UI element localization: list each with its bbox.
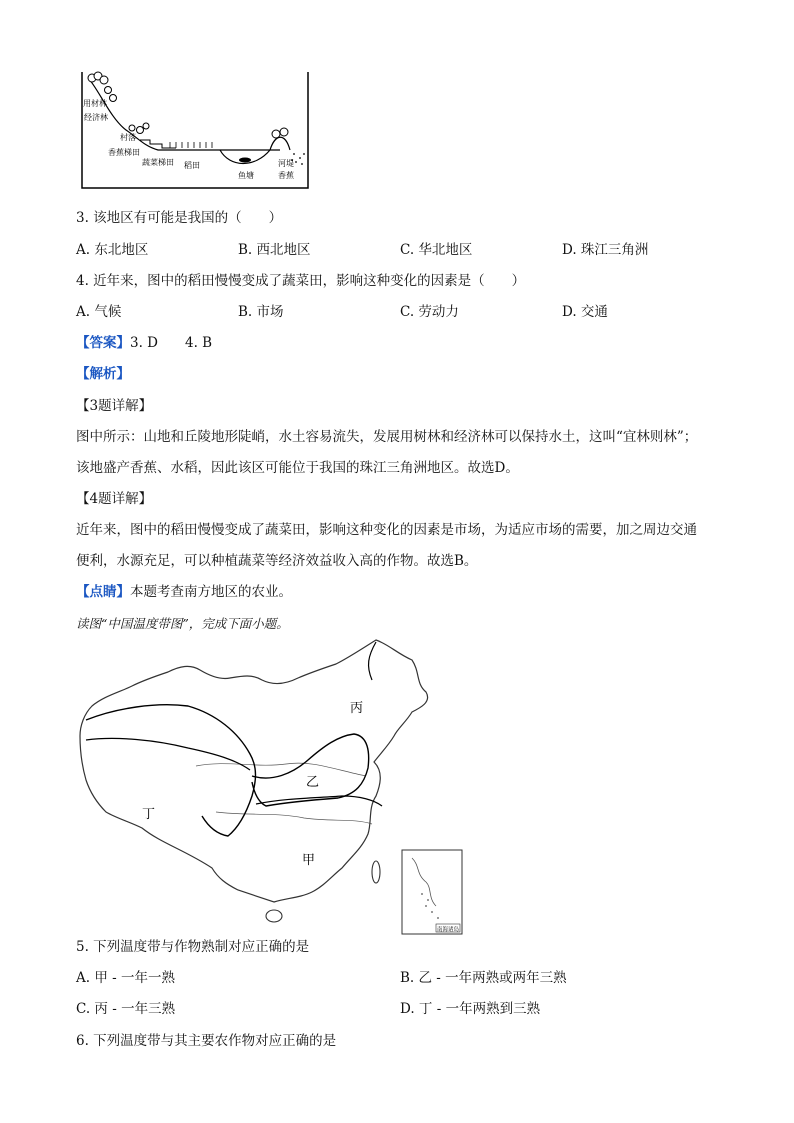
comment-text: 本题考查南方地区的农业。 bbox=[130, 584, 292, 600]
q4-option-d[interactable]: D. 交通 bbox=[562, 304, 608, 320]
zone-label-ding: 丁 bbox=[142, 807, 156, 822]
label-river-dike: 河堤 bbox=[278, 159, 294, 168]
south-china-sea-inset bbox=[402, 850, 462, 934]
answer-text: 3. D 4. B bbox=[130, 335, 213, 351]
q6-stem: 6. 下列温度带与其主要农作物对应正确的是 bbox=[76, 1033, 337, 1049]
detail3-line2: 该地盛产香蕉、水稻，因此该区可能位于我国的珠江三角洲地区。故选D。 bbox=[76, 460, 519, 476]
label-banana: 香蕉 bbox=[278, 171, 294, 180]
q3-option-c[interactable]: C. 华北地区 bbox=[400, 242, 473, 258]
detail4-line2: 便利，水源充足，可以种植蔬菜等经济效益收入高的作物。故选B。 bbox=[76, 553, 478, 569]
label-fish-pond: 鱼塘 bbox=[238, 171, 254, 180]
q5-stem: 5. 下列温度带与作物熟制对应正确的是 bbox=[76, 939, 310, 955]
q4-option-c[interactable]: C. 劳动力 bbox=[400, 304, 459, 320]
zone-label-yi: 乙 bbox=[306, 775, 320, 790]
q4-stem: 4. 近年来，图中的稻田慢慢变成了蔬菜田，影响这种变化的因素是（ ） bbox=[76, 273, 526, 289]
answer-label: 【答案】 bbox=[76, 335, 130, 351]
q3-option-a[interactable]: A. 东北地区 bbox=[76, 242, 149, 258]
label-vegetable-terrace: 蔬菜梯田 bbox=[142, 158, 174, 167]
zone-label-bing: 丙 bbox=[350, 701, 364, 716]
comment-line bbox=[76, 583, 292, 601]
q5-option-b[interactable]: B. 乙 - 一年两熟或两年三熟 bbox=[400, 970, 567, 986]
analysis-line bbox=[76, 365, 130, 383]
inset-label: 南海诸岛 bbox=[437, 927, 460, 933]
q4-option-b[interactable]: B. 市场 bbox=[238, 304, 284, 320]
zone-label-jia: 甲 bbox=[302, 853, 316, 868]
label-village: 村落 bbox=[120, 133, 136, 142]
analysis-label: 【解析】 bbox=[76, 366, 130, 382]
china-map-svg bbox=[76, 636, 466, 936]
answer-line bbox=[76, 334, 212, 352]
detail4-label: 【4题详解】 bbox=[76, 491, 153, 507]
q3-option-d[interactable]: D. 珠江三角洲 bbox=[562, 242, 649, 258]
q3-stem: 3. 该地区有可能是我国的（ ） bbox=[76, 210, 283, 226]
q4-option-a[interactable]: A. 气候 bbox=[76, 304, 122, 320]
q3-option-b[interactable]: B. 西北地区 bbox=[238, 242, 311, 258]
detail3-label: 【3题详解】 bbox=[76, 398, 153, 414]
label-rice-field: 稻田 bbox=[184, 161, 200, 170]
label-timber-forest: 用材林 bbox=[83, 99, 107, 108]
detail3-line1: 图中所示：山地和丘陵地形陡峭，水土容易流失，发展用树林和经济林可以保持水土，这叫“宜林则林”； bbox=[76, 429, 698, 445]
comment-label: 【点睛】 bbox=[76, 584, 130, 600]
q5-option-a[interactable]: A. 甲 - 一年一熟 bbox=[76, 970, 175, 986]
landuse-figure bbox=[80, 68, 310, 190]
china-temperature-map bbox=[76, 636, 466, 936]
landuse-diagram bbox=[80, 68, 310, 190]
detail4-line1: 近年来，图中的稻田慢慢变成了蔬菜田，影响这种变化的因素是市场，为适应市场的需要，加之周边交通 bbox=[76, 522, 697, 538]
q5-option-d[interactable]: D. 丁 - 一年两熟到三熟 bbox=[400, 1001, 541, 1017]
label-economic-forest: 经济林 bbox=[84, 113, 108, 122]
q5-option-c[interactable]: C. 丙 - 一年三熟 bbox=[76, 1001, 176, 1017]
label-banana-terrace: 香蕉梯田 bbox=[108, 148, 140, 157]
map-intro: 读图“中国温度带图”，完成下面小题。 bbox=[76, 616, 289, 631]
